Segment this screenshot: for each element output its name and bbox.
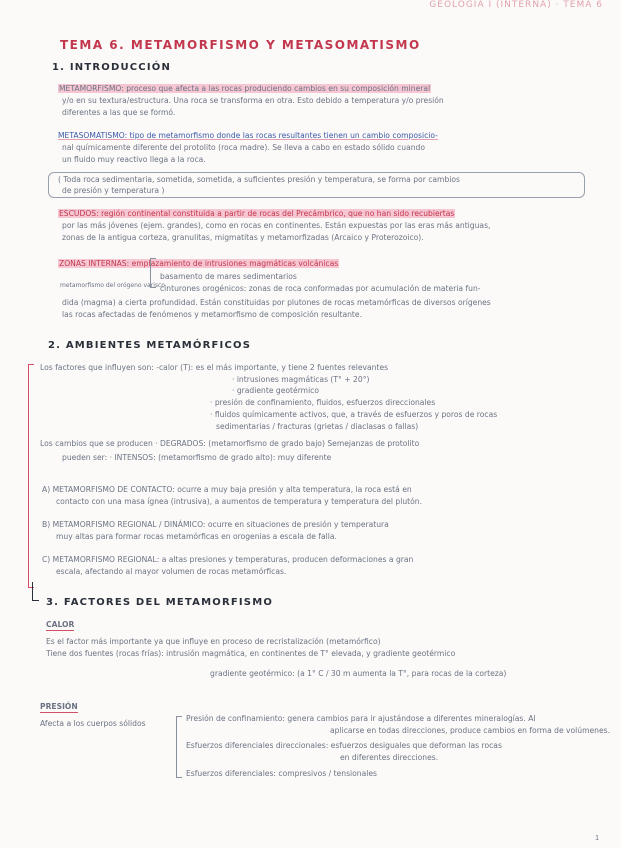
presion-line: en diferentes direcciones. (340, 753, 439, 762)
section-title-introduccion: 1. INTRODUCCIÓN (52, 62, 172, 73)
presion-line: Presión de confinamiento: genera cambios para ir ajustándose a diferentes mineralogías. Al (186, 714, 536, 723)
amb-line: · intrusiones magmáticas (T° + 20°) (232, 375, 370, 384)
intro-line: las rocas afectadas de fenómenos y metamorfismo de composición resultante. (62, 310, 362, 319)
subsection-presion: PRESIÓN (40, 702, 78, 711)
intro-line: diferentes a las que se formó. (62, 108, 176, 117)
side-note: metamorfismo del orógeno varisco (60, 282, 165, 289)
intro-text: METAMORFISMO: proceso que afecta a las rocas produciendo cambios en su composición mineral (59, 84, 431, 93)
calor-line: Tiene dos fuentes (rocas frías): intrusión magmática, en continentes de T° elevada, y gradiente geotérmico (46, 649, 456, 658)
amb-line: C) METAMORFISMO REGIONAL: a altas presiones y temperaturas, producen deformaciones a gran (42, 555, 414, 564)
subsection-calor: CALOR (46, 620, 75, 629)
intro-line: ( Toda roca sedimentaria, sometida, sometida, a suficientes presión y temperatura, se forma por cambios (58, 175, 460, 184)
bracket (28, 364, 34, 588)
presion-line: Esfuerzos diferenciales direccionales: esfuerzos desiguales que deforman las rocas (186, 741, 502, 750)
amb-line: · presión de confinamiento, fluidos, esfuerzos direccionales (210, 398, 436, 407)
intro-line: de presión y temperatura ) (62, 186, 165, 195)
amb-line: pueden ser: · INTENSOS: (metamorfismo de grado alto): muy diferente (62, 453, 332, 462)
intro-line (58, 208, 455, 219)
intro-text: METASOMATISMO: tipo de metamorfismo donde las rocas resultantes tienen un cambio composicio- (58, 131, 438, 140)
intro-line: nal químicamente diferente del protolito (roca madre). Se lleva a cabo en estado sólido cuando (62, 143, 425, 152)
intro-line: basamento de mares sedimentarios (160, 272, 297, 281)
arrow-connector (32, 582, 39, 601)
amb-line: sedimentarias / fracturas (grietas / diaclasas o fallas) (216, 422, 419, 431)
page-title: TEMA 6. METAMORFISMO Y METASOMATISMO (60, 38, 421, 52)
section-title-factores: 3. FACTORES DEL METAMORFISMO (46, 597, 274, 608)
intro-line (58, 130, 438, 141)
amb-line: muy altas para formar rocas metamórficas en orogenias a escala de falla. (56, 532, 337, 541)
intro-line: y/o en su textura/estructura. Una roca se transforma en otra. Esto debido a temperatura y/o presión (62, 96, 444, 105)
calor-line: gradiente geotérmico: (a 1° C / 30 m aumenta la T°, para rocas de la corteza) (210, 669, 507, 678)
presion-line: Esfuerzos diferenciales: compresivos / tensionales (186, 769, 377, 778)
amb-line: contacto con una masa ígnea (intrusiva), a aumentos de temperatura y temperatura del plutón. (56, 497, 422, 506)
intro-line: zonas de la antigua corteza, granulitas, migmatitas y metamorfizadas (Arcaico y Proterozoico). (62, 233, 424, 242)
intro-line: un fluido muy reactivo llega a la roca. (62, 155, 206, 164)
intro-text: ZONAS INTERNAS: emplazamiento de intrusiones magmáticas volcánicas (59, 259, 339, 268)
intro-line: cinturones orogénicos: zonas de roca conformadas por acumulación de materia fun- (160, 284, 481, 293)
amb-line: Los cambios que se producen · DEGRADOS: (metamorfismo de grado bajo) Semejanzas de protolito (40, 439, 420, 448)
bracket (176, 716, 182, 778)
page-number: 1 (595, 835, 599, 842)
presion-line: aplicarse en todas direcciones, produce cambios en forma de volúmenes. (330, 726, 611, 735)
intro-text: ESCUDOS: región continental constituida a partir de rocas del Precámbrico, que no han sido recubiertas (59, 209, 455, 218)
page-header-corner: GEOLOGÍA I (INTERNA) · TEMA 6 (429, 0, 603, 10)
amb-line: A) METAMORFISMO DE CONTACTO: ocurre a muy baja presión y alta temperatura, la roca está en (42, 485, 412, 494)
amb-line: B) METAMORFISMO REGIONAL / DINÁMICO: ocurre en situaciones de presión y temperatura (42, 520, 389, 529)
amb-line: · fluidos químicamente activos, que, a través de esfuerzos y poros de rocas (210, 410, 498, 419)
amb-line: escala, afectando al mayor volumen de rocas metamórficas. (56, 567, 287, 576)
section-title-ambientes: 2. AMBIENTES METAMÓRFICOS (48, 340, 252, 351)
intro-line (58, 258, 339, 269)
calor-line: Es el factor más importante ya que influye en proceso de recristalización (metamórfico) (46, 637, 381, 646)
amb-line: Los factores que influyen son: -calor (T): es el más importante, y tiene 2 fuentes relevantes (40, 363, 389, 372)
intro-line: dida (magma) a cierta profundidad. Están constituidas por plutones de rocas metamórficas de diversos orígenes (62, 298, 491, 307)
intro-line (58, 83, 431, 94)
intro-line: por las más jóvenes (ejem. grandes), como en rocas en continentes. Están expuestas por las eras más antiguas, (62, 221, 491, 230)
amb-line: · gradiente geotérmico (232, 386, 320, 395)
presion-prefix: Afecta a los cuerpos sólidos (40, 719, 146, 728)
